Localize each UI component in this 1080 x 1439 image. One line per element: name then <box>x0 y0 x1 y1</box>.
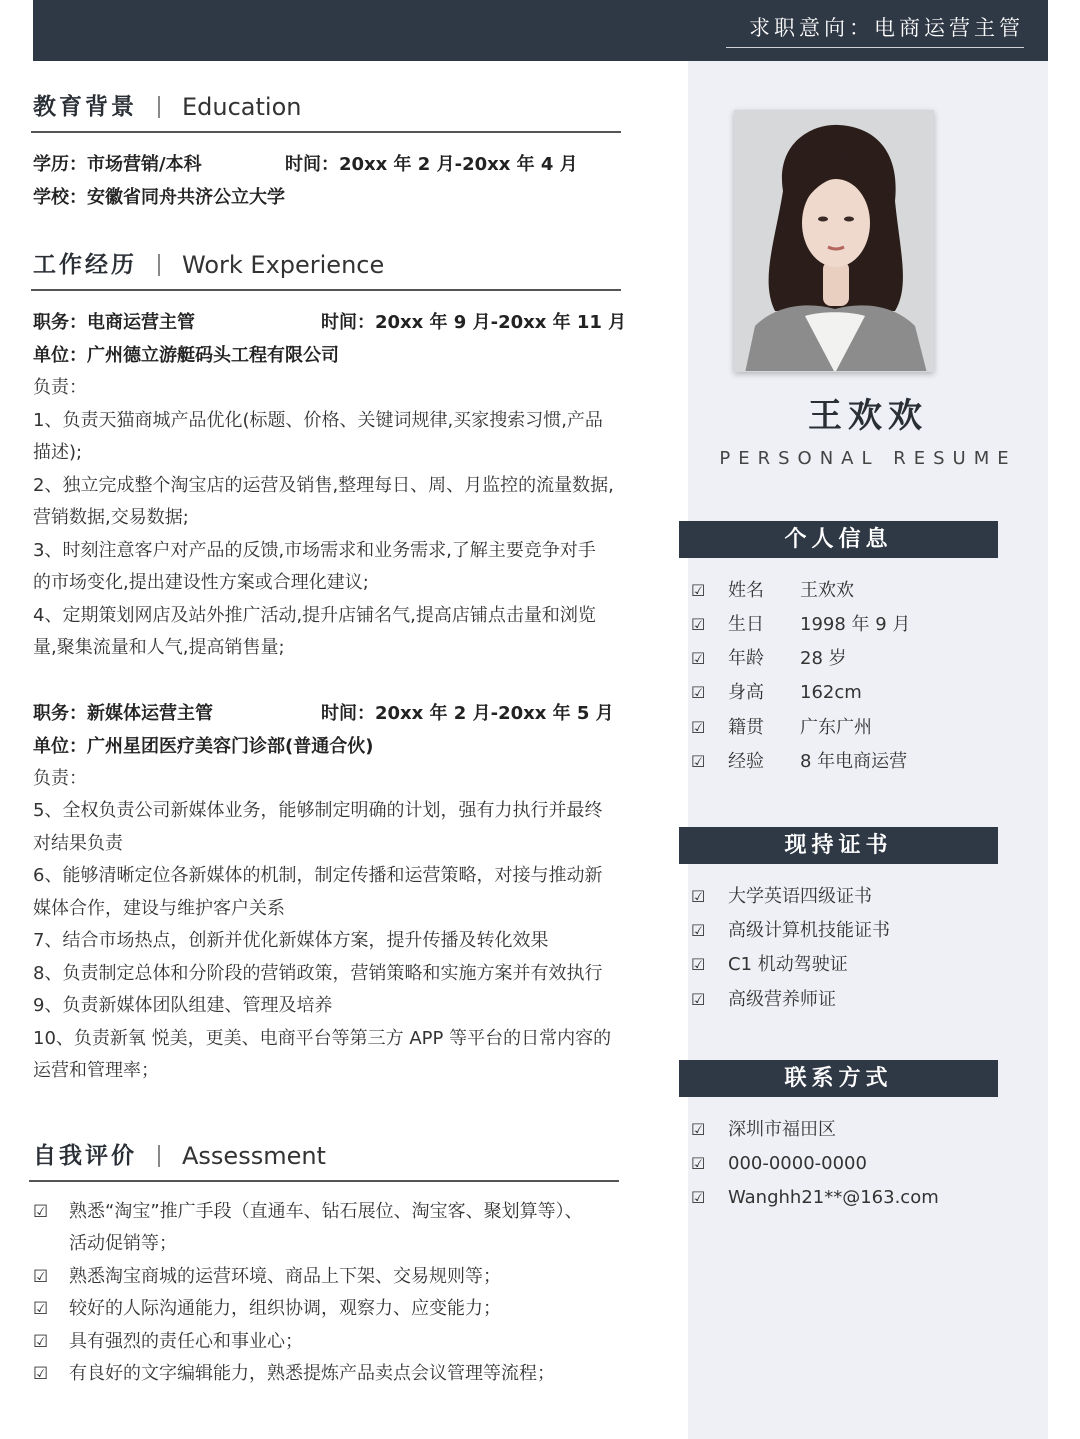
job-2-line: 10、负责新氧 悦美，更美、电商平台等第三方 APP 等平台的日常内容的 <box>33 1027 612 1049</box>
job-1-duty-label: 负责： <box>33 377 87 398</box>
checkbox-icon: ☑ <box>691 683 706 702</box>
job-1-head <box>33 306 627 339</box>
info-value: 162cm <box>800 682 862 703</box>
assessment-title-cn: 自我评价 <box>33 1142 137 1169</box>
job-1-line: 4、定期策划网店及站外推广活动,提升店铺名气,提高店铺点击量和浏览 <box>33 604 596 626</box>
main-column <box>33 61 627 1391</box>
job-1-line: 营销数据,交易数据; <box>33 507 189 528</box>
assessment-title-separator <box>158 1145 160 1167</box>
checkbox-icon: ☑ <box>691 615 706 634</box>
job-1-line: 3、时刻注意客户对产品的反馈,市场需求和业务需求,了解主要竞争对手 <box>33 539 596 561</box>
checkbox-icon: ☑ <box>691 990 706 1009</box>
checkbox-icon: ☑ <box>691 921 706 940</box>
info-key: 籍贯 <box>728 717 764 738</box>
job-1-line: 2、独立完成整个淘宝店的运营及销售,整理每日、周、月监控的流量数据, <box>33 474 614 496</box>
contact-header: 联系方式 <box>679 1060 998 1097</box>
assessment-item <box>33 1261 623 1294</box>
contact-phone: 000-0000-0000 <box>728 1153 867 1174</box>
checkbox-icon: ☑ <box>691 1154 706 1173</box>
assessment-item <box>33 1293 623 1326</box>
job-1-line: 1、负责天猫商城产品优化(标题、价格、关键词规律,买家搜索习惯,产品 <box>33 409 603 431</box>
job-1-line: 量,聚集流量和人气,提高销售量; <box>33 637 285 658</box>
assessment-item-text: 熟悉淘宝商城的运营环境、商品上下架、交易规则等； <box>69 1265 501 1287</box>
checkbox-icon: ☑ <box>691 1120 706 1139</box>
work-title-separator <box>158 254 160 276</box>
profile-photo <box>734 110 934 372</box>
job-2-line: 运营和管理率； <box>33 1060 159 1081</box>
job-2-head <box>33 697 623 730</box>
assessment-item <box>33 1326 623 1359</box>
job-1-line: 的市场变化,提出建设性方案或合理化建议; <box>33 572 369 593</box>
job-entry-2 <box>33 697 623 1088</box>
assessment-item <box>33 1196 623 1261</box>
work-header <box>33 219 623 291</box>
assessment-item-text: 较好的人际沟通能力，组织协调，观察力、应变能力； <box>69 1298 501 1319</box>
assessment-item-text: 活动促销等； <box>69 1233 177 1254</box>
job-2-line: 8、负责制定总体和分阶段的营销政策，营销策略和实施方案并有效执行 <box>33 962 603 984</box>
assessment-rule <box>29 1180 619 1182</box>
assessment-item <box>33 1358 623 1391</box>
job-2-position: 职务：新媒体运营主管 <box>33 702 213 724</box>
education-title-en: Education <box>182 93 302 121</box>
job-1-position: 职务：电商运营主管 <box>33 312 195 333</box>
job-2-duty-label: 负责： <box>33 767 87 789</box>
checkbox-icon: ☑ <box>33 1266 49 1287</box>
contact-email: Wanghh21**@163.com <box>728 1187 939 1208</box>
info-value: 广东广州 <box>800 717 872 738</box>
personal-info-header: 个人信息 <box>679 521 998 558</box>
job-1-company: 单位：广州德立游艇码头工程有限公司 <box>33 345 339 366</box>
checkbox-icon: ☑ <box>33 1364 49 1384</box>
checkbox-icon: ☑ <box>691 1188 706 1207</box>
job-target: 求职意向：电商运营主管 <box>749 16 1024 40</box>
checkbox-icon: ☑ <box>691 581 706 600</box>
certificate-text: 高级计算机技能证书 <box>728 920 890 941</box>
checkbox-icon: ☑ <box>691 752 706 771</box>
checkbox-icon: ☑ <box>33 1331 49 1352</box>
checkbox-icon: ☑ <box>691 887 706 906</box>
education-time: 时间：20xx 年 2 月-20xx 年 4 月 <box>285 154 578 175</box>
assessment-title-en: Assessment <box>182 1141 326 1170</box>
job-entry-1 <box>33 306 627 665</box>
certificate-text: 高级营养师证 <box>728 989 836 1010</box>
info-key: 身高 <box>728 682 764 703</box>
checkbox-icon: ☑ <box>691 955 706 974</box>
assessment-item-text: 熟悉“淘宝”推广手段（直通车、钻石展位、淘宝客、聚划算等）、 <box>69 1200 583 1222</box>
portrait-illustration <box>735 111 934 372</box>
education-header <box>33 61 623 133</box>
education-degree: 学历：市场营销/本科 <box>33 154 202 175</box>
work-title-en: Work Experience <box>182 251 385 279</box>
job-2-company: 单位：广州星团医疗美容门诊部(普通合伙) <box>33 735 374 757</box>
info-key: 姓名 <box>728 580 764 601</box>
certificates-header: 现持证书 <box>679 827 998 864</box>
job-2-line: 5、全权负责公司新媒体业务，能够制定明确的计划，强有力执行并最终 <box>33 800 603 821</box>
info-key: 经验 <box>728 751 764 772</box>
info-key: 生日 <box>728 614 764 635</box>
job-2-line: 9、负责新媒体团队组建、管理及培养 <box>33 995 333 1016</box>
assessment-item-text: 具有强烈的责任心和事业心； <box>69 1330 303 1352</box>
certificate-text: C1 机动驾驶证 <box>728 954 848 975</box>
job-2-time: 时间：20xx 年 2 月-20xx 年 5 月 <box>321 702 614 724</box>
job-target-underline <box>726 47 1024 48</box>
info-value: 8 年电商运营 <box>800 751 908 772</box>
personal-resume-subtitle: PERSONAL RESUME <box>719 448 1017 469</box>
checkbox-icon: ☑ <box>33 1299 49 1319</box>
top-banner <box>33 0 1048 61</box>
assessment-header <box>33 1110 623 1182</box>
info-value: 1998 年 9 月 <box>800 614 911 635</box>
work-title-cn: 工作经历 <box>33 252 137 278</box>
work-rule <box>31 289 621 291</box>
education-row-1 <box>33 148 623 181</box>
info-value: 28 岁 <box>800 648 847 669</box>
assessment-item-text: 有良好的文字编辑能力，熟悉提炼产品卖点会议管理等流程； <box>69 1363 555 1384</box>
education-title-cn: 教育背景 <box>33 94 137 120</box>
education-school: 学校：安徽省同舟共济公立大学 <box>33 187 285 208</box>
contact-address: 深圳市福田区 <box>728 1119 836 1140</box>
job-1-line: 描述); <box>33 442 83 463</box>
education-rule <box>31 131 621 133</box>
education-title-separator <box>158 96 160 118</box>
job-2-line: 6、能够清晰定位各新媒体的机制，制定传播和运营策略，对接与推动新 <box>33 865 603 886</box>
job-2-line: 7、结合市场热点，创新并优化新媒体方案，提升传播及转化效果 <box>33 930 549 951</box>
job-1-time: 时间：20xx 年 9 月-20xx 年 11 月 <box>321 312 627 333</box>
education-row-2 <box>33 181 623 214</box>
checkbox-icon: ☑ <box>33 1201 49 1222</box>
checkbox-icon: ☑ <box>691 649 706 668</box>
info-key: 年龄 <box>728 648 764 669</box>
certificate-text: 大学英语四级证书 <box>728 886 872 907</box>
job-2-line: 对结果负责 <box>33 832 123 854</box>
info-value: 王欢欢 <box>800 580 854 601</box>
job-2-line: 媒体合作，建设与维护客户关系 <box>33 897 285 919</box>
candidate-name: 王欢欢 <box>808 396 928 436</box>
checkbox-icon: ☑ <box>691 718 706 737</box>
